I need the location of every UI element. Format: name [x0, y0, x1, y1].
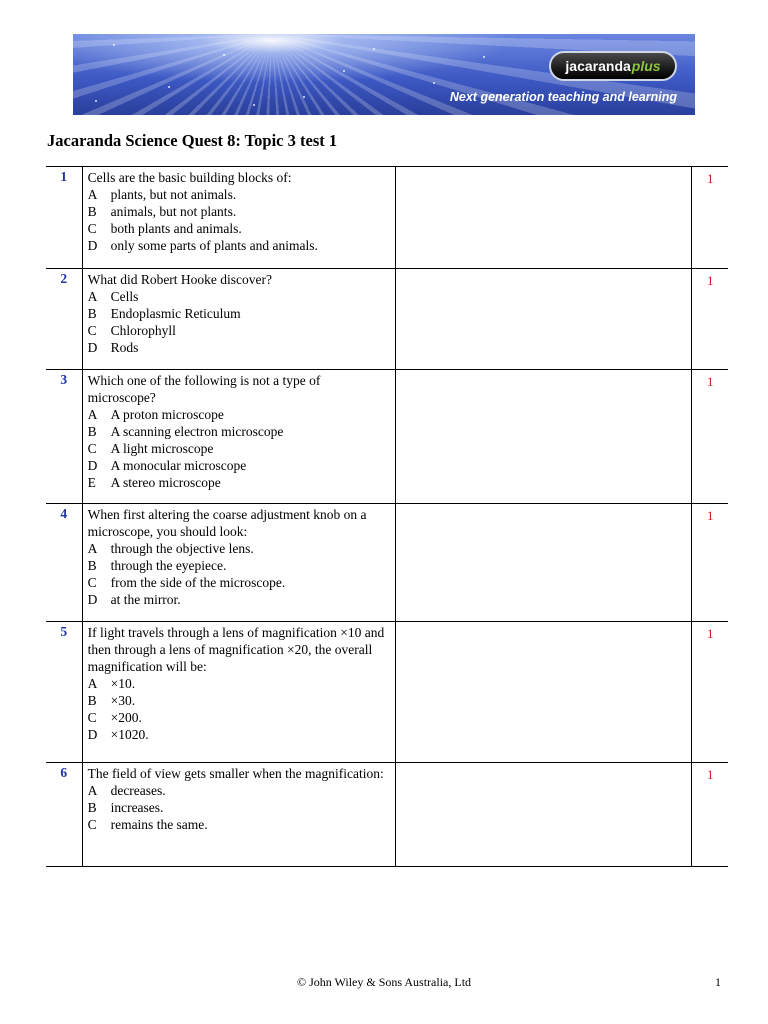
option-letter: D: [87, 340, 98, 355]
option-letter: C: [87, 710, 97, 725]
question-cell: [82, 763, 395, 867]
option-text: A stereo microscope: [110, 475, 221, 490]
option-text: remains the same.: [110, 817, 208, 832]
option-text: through the eyepiece.: [110, 558, 227, 573]
option-letter: B: [87, 306, 97, 321]
option-letter: B: [87, 558, 97, 573]
option-text: ×10.: [110, 676, 136, 691]
answer-option: [88, 709, 391, 726]
question-number: 1: [60, 169, 68, 184]
option-letter: B: [87, 204, 97, 219]
answer-option: [88, 692, 391, 709]
question-prompt: When first altering the coarse adjustment knob on a microscope, you should look:: [87, 507, 367, 539]
answer-option: [88, 574, 391, 591]
option-letter: A: [87, 541, 98, 556]
answer-space: [395, 167, 692, 269]
option-text: Endoplasmic Reticulum: [110, 306, 241, 321]
option-letter: E: [87, 475, 96, 490]
question-cell: [82, 622, 395, 763]
answer-space: [395, 269, 692, 370]
answer-space: [395, 504, 692, 622]
question-row: [46, 167, 728, 269]
option-letter: D: [87, 458, 98, 473]
option-letter: A: [87, 187, 98, 202]
question-cell: [82, 504, 395, 622]
answer-space: [395, 370, 692, 504]
answer-space: [395, 763, 692, 867]
answer-option: [88, 675, 391, 692]
question-number: 5: [60, 624, 68, 639]
answer-option: [88, 816, 391, 833]
question-prompt: Which one of the following is not a type of microscope?: [87, 373, 321, 405]
question-cell: [82, 167, 395, 269]
question-row: [46, 269, 728, 370]
option-text: A scanning electron microscope: [110, 424, 284, 439]
option-text: ×30.: [110, 693, 136, 708]
option-letter: A: [87, 289, 98, 304]
jacaranda-plus-logo: [549, 51, 677, 81]
option-letter: B: [87, 693, 97, 708]
answer-option: [88, 474, 391, 491]
answer-option: [88, 203, 391, 220]
question-cell: [82, 370, 395, 504]
option-text: ×1020.: [110, 727, 149, 742]
answer-option: [88, 186, 391, 203]
option-text: increases.: [110, 800, 164, 815]
question-row: [46, 622, 728, 763]
option-letter: B: [87, 800, 97, 815]
option-letter: D: [87, 238, 98, 253]
option-letter: A: [87, 783, 98, 798]
answer-space: [395, 622, 692, 763]
option-letter: C: [87, 441, 97, 456]
header-banner: [73, 34, 695, 115]
option-text: only some parts of plants and animals.: [110, 238, 318, 253]
question-number: 4: [60, 506, 68, 521]
option-text: Cells: [110, 289, 139, 304]
answer-option: [88, 305, 391, 322]
option-letter: D: [87, 592, 98, 607]
answer-option: [88, 237, 391, 254]
marks-value: 1: [706, 626, 714, 641]
question-number: 3: [60, 372, 68, 387]
question-row: [46, 370, 728, 504]
option-text: decreases.: [110, 783, 166, 798]
marks-value: 1: [706, 508, 714, 523]
option-text: through the objective lens.: [110, 541, 254, 556]
answer-option: [88, 540, 391, 557]
question-prompt: Cells are the basic building blocks of:: [87, 170, 292, 185]
option-letter: C: [87, 575, 97, 590]
question-cell: [82, 269, 395, 370]
option-letter: C: [87, 323, 97, 338]
option-text: A monocular microscope: [110, 458, 247, 473]
option-letter: C: [87, 817, 97, 832]
question-prompt: If light travels through a lens of magnification ×10 and then through a lens of magnification ×20, the overall magnification will be:: [87, 625, 385, 674]
answer-option: [88, 557, 391, 574]
answer-option: [88, 440, 391, 457]
answer-option: [88, 726, 391, 743]
marks-value: 1: [706, 374, 714, 389]
question-number: 2: [60, 271, 68, 286]
question-prompt: What did Robert Hooke discover?: [87, 272, 273, 287]
questions-table: [46, 166, 728, 867]
answer-option: [88, 799, 391, 816]
marks-value: 1: [706, 171, 714, 186]
option-text: at the mirror.: [110, 592, 181, 607]
answer-option: [88, 406, 391, 423]
option-text: A light microscope: [110, 441, 214, 456]
page-title: Jacaranda Science Quest 8: Topic 3 test 1: [47, 131, 338, 150]
option-text: from the side of the microscope.: [110, 575, 286, 590]
page-number: 1: [715, 975, 721, 989]
question-row: [46, 763, 728, 867]
option-letter: A: [87, 676, 98, 691]
option-text: A proton microscope: [110, 407, 224, 422]
answer-option: [88, 288, 391, 305]
logo-text-plus: plus: [631, 58, 661, 74]
option-letter: B: [87, 424, 97, 439]
option-text: ×200.: [110, 710, 142, 725]
logo-text-jacaranda: jacaranda: [565, 58, 631, 74]
option-text: animals, but not plants.: [110, 204, 237, 219]
answer-option: [88, 591, 391, 608]
marks-value: 1: [706, 273, 714, 288]
answer-option: [88, 457, 391, 474]
answer-option: [88, 423, 391, 440]
answer-option: [88, 322, 391, 339]
question-row: [46, 504, 728, 622]
option-text: Chlorophyll: [110, 323, 176, 338]
footer-copyright: © John Wiley & Sons Australia, Ltd: [296, 975, 472, 989]
question-number: 6: [60, 765, 68, 780]
question-prompt: The field of view gets smaller when the magnification:: [87, 766, 384, 781]
option-letter: A: [87, 407, 98, 422]
answer-option: [88, 220, 391, 237]
option-text: Rods: [110, 340, 139, 355]
option-text: plants, but not animals.: [110, 187, 237, 202]
option-text: both plants and animals.: [110, 221, 242, 236]
banner-tagline: Next generation teaching and learning: [449, 90, 677, 104]
answer-option: [88, 782, 391, 799]
marks-value: 1: [706, 767, 714, 782]
option-letter: D: [87, 727, 98, 742]
answer-option: [88, 339, 391, 356]
option-letter: C: [87, 221, 97, 236]
